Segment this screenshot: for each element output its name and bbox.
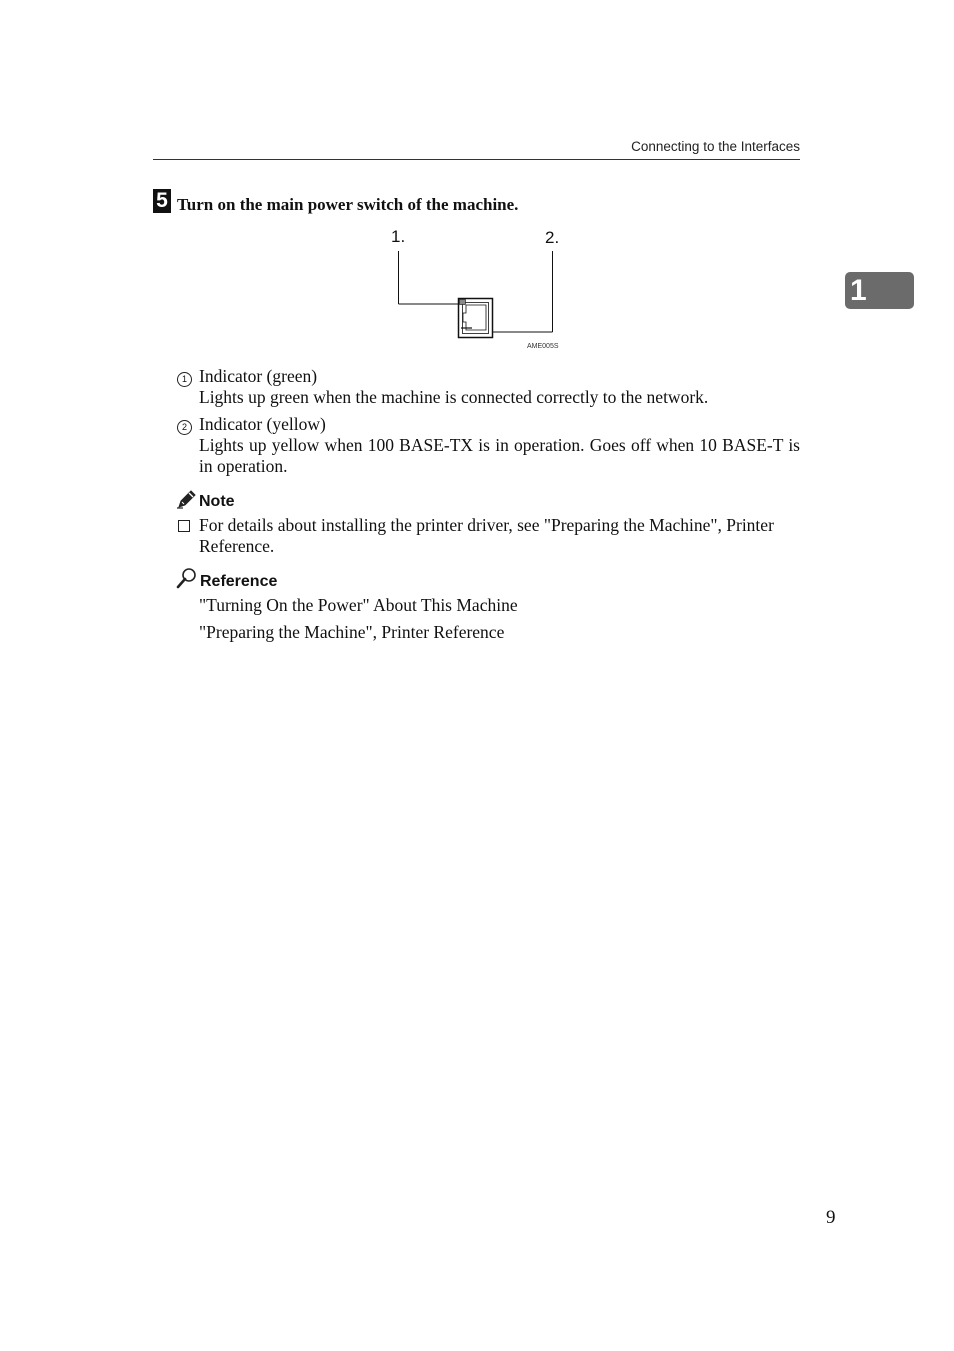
header-rule [153, 159, 800, 160]
magnifier-icon [176, 567, 198, 589]
list-item-indicator-yellow [199, 414, 800, 477]
pencil-icon [176, 490, 198, 510]
list-item-indicator-green [199, 366, 800, 408]
ethernet-port-diagram [390, 245, 570, 345]
reference-title: Reference [200, 573, 278, 590]
list-item-desc: Lights up yellow when 100 BASE-TX is in operation. Goes off when 10 BASE-T is in operation. [199, 435, 800, 476]
list-item-title: Indicator (green) [199, 366, 318, 386]
chapter-tab: 1 [845, 272, 914, 309]
indicator-1-led [460, 300, 466, 305]
figure-callout-1: 1. [391, 227, 406, 246]
reference-line-2: "Preparing the Machine", Printer Reference [199, 622, 505, 642]
step-number-badge: 5 [153, 189, 171, 213]
reference-line-1: "Turning On the Power" About This Machine [199, 595, 518, 615]
list-item-title: Indicator (yellow) [199, 414, 326, 434]
note-title: Note [199, 493, 235, 510]
list-marker-1: 1 [177, 372, 192, 387]
step-instruction: Turn on the main power switch of the machine. [177, 195, 519, 214]
running-header: Connecting to the Interfaces [631, 139, 800, 154]
figure-code: AME005S [527, 343, 559, 350]
figure-callout-2: 2. [545, 228, 560, 247]
list-item-desc: Lights up green when the machine is connected correctly to the network. [199, 387, 709, 407]
note-bullet-box [178, 520, 190, 532]
note-item: For details about installing the printer driver, see "Preparing the Machine", Printer Reference. [199, 515, 774, 556]
list-marker-2: 2 [177, 420, 192, 435]
page-number: 9 [826, 1207, 836, 1228]
ethernet-port-icon [459, 299, 493, 338]
